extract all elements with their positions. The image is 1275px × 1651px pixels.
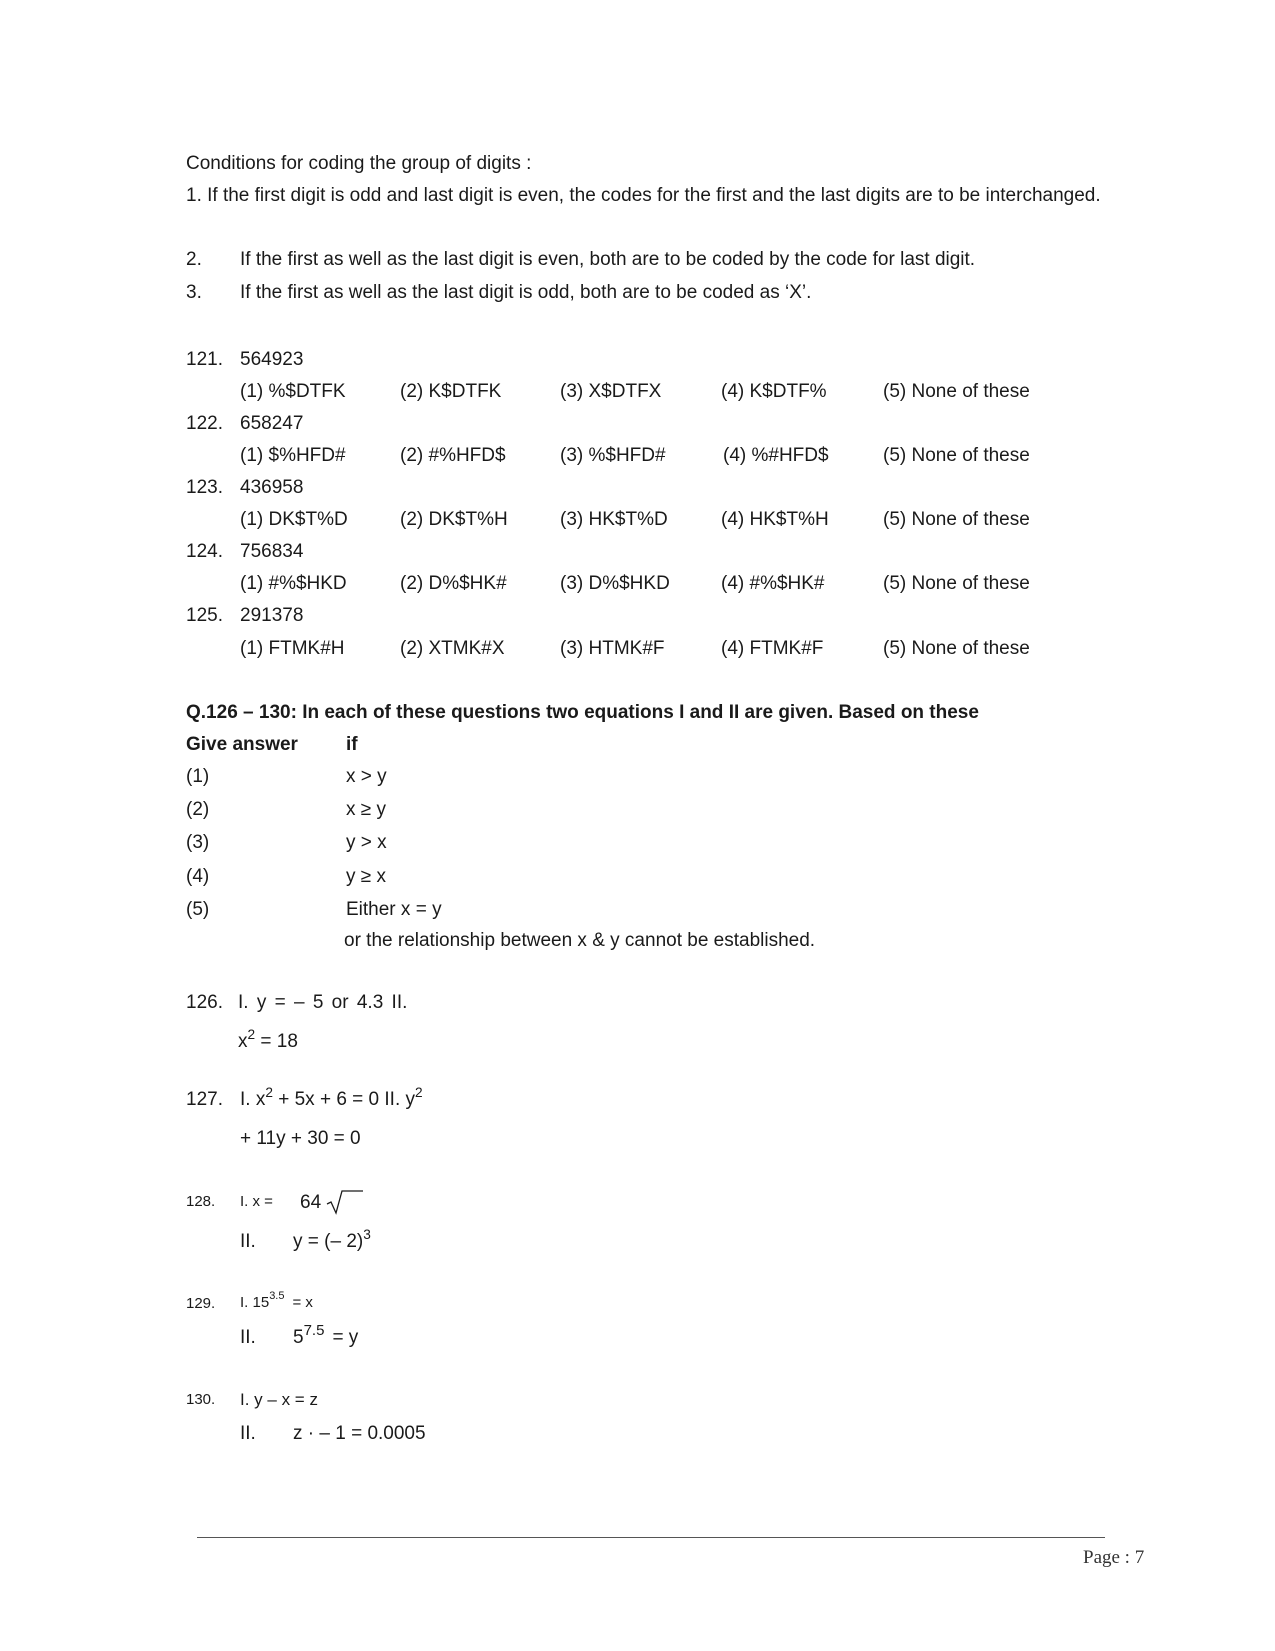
option-3: (3) HK$T%D — [560, 509, 668, 530]
option-4: (4) %#HFD$ — [723, 445, 829, 466]
option-1: (1) FTMK#H — [240, 638, 345, 659]
give-answer-label: Give answer — [186, 734, 298, 755]
option-5: (5) None of these — [883, 445, 1030, 466]
page-number: Page : 7 — [1083, 1547, 1145, 1568]
question-130-number: 130. — [186, 1391, 216, 1408]
question-128-equation-1-value: 64 — [300, 1192, 322, 1213]
question-128-equation-2-label: II. — [240, 1231, 256, 1252]
condition-2-number: 2. — [186, 249, 202, 270]
condition-2-text: If the first as well as the last digit is even, both are to be coded by the code for last digit. — [240, 249, 976, 270]
option-4: (4) HK$T%H — [721, 509, 829, 530]
answer-number: (3) — [186, 832, 210, 853]
question-number: 122. — [186, 413, 223, 434]
square-root-icon — [325, 1188, 365, 1216]
answer-number: (2) — [186, 799, 210, 820]
question-128-equation-2: y = (– 2)$^3$ — [293, 1227, 371, 1252]
answer-text: y ≥ x — [346, 866, 386, 887]
option-1: (1) DK$T%D — [240, 509, 348, 530]
option-1: (1) $%HFD# — [240, 445, 346, 466]
equations-heading: Q.126 – 130: In each of these questions two equations I and II are given. Based on these — [186, 702, 979, 723]
question-126-equation-2: $x^2 = 18$ — [238, 1027, 298, 1052]
question-129-equation-2: $5^{7.5} = y$ — [293, 1321, 359, 1348]
option-5: (5) None of these — [883, 509, 1030, 530]
answer-number: (5) — [186, 899, 210, 920]
condition-3-text: If the first as well as the last digit is odd, both are to be coded as ‘X’. — [240, 282, 812, 303]
question-number: 125. — [186, 605, 223, 626]
condition-1: 1. If the first digit is odd and last digit is even, the codes for the first and the last digits are to be interchanged. — [186, 185, 1101, 206]
question-digits: 564923 — [240, 349, 304, 370]
option-5: (5) None of these — [883, 638, 1030, 659]
question-130-equation-1: I. y – x = z — [240, 1390, 318, 1409]
option-1: (1) #%$HKD — [240, 573, 347, 594]
option-2: (2) XTMK#X — [400, 638, 505, 659]
answer-text: y > x — [346, 832, 387, 853]
question-128-number: 128. — [186, 1193, 216, 1210]
answer-5-continuation: or the relationship between x & y cannot be established. — [344, 930, 816, 951]
answer-number: (1) — [186, 766, 210, 787]
question-number: 123. — [186, 477, 223, 498]
question-number: 124. — [186, 541, 223, 562]
question-129-number: 129. — [186, 1295, 216, 1312]
question-127-number: 127. — [186, 1089, 223, 1110]
answer-text: x ≥ y — [346, 799, 386, 820]
question-127-equation-2: + 11y + 30 = 0 — [240, 1128, 361, 1149]
condition-3-number: 3. — [186, 282, 202, 303]
conditions-heading: Conditions for coding the group of digits : — [186, 153, 532, 174]
option-3: (3) %$HFD# — [560, 445, 666, 466]
option-5: (5) None of these — [883, 573, 1030, 594]
option-2: (2) DK$T%H — [400, 509, 508, 530]
option-2: (2) #%HFD$ — [400, 445, 506, 466]
option-1: (1) %$DTFK — [240, 381, 346, 402]
question-128-equation-1-label: I. x = — [240, 1193, 273, 1210]
question-126-equation-1: I. y = – 5 or 4.3 II. — [238, 992, 408, 1013]
option-4: (4) K$DTF% — [721, 381, 827, 402]
option-5: (5) None of these — [883, 381, 1030, 402]
question-130-equation-2-label: II. — [240, 1423, 256, 1444]
question-129-equation-1: I. $15^{3.5} = x$ — [240, 1290, 313, 1311]
answer-text: Either x = y — [346, 899, 442, 920]
question-126-number: 126. — [186, 992, 223, 1013]
option-3: (3) HTMK#F — [560, 638, 665, 659]
footer-divider — [197, 1537, 1105, 1538]
option-4: (4) FTMK#F — [721, 638, 824, 659]
question-130-equation-2: z · – 1 = 0.0005 — [293, 1423, 426, 1444]
question-digits: 436958 — [240, 477, 304, 498]
question-129-equation-2-label: II. — [240, 1327, 256, 1348]
option-3: (3) X$DTFX — [560, 381, 662, 402]
if-label: if — [346, 734, 358, 755]
question-digits: 291378 — [240, 605, 304, 626]
question-number: 121. — [186, 349, 223, 370]
option-4: (4) #%$HK# — [721, 573, 825, 594]
question-digits: 756834 — [240, 541, 304, 562]
answer-number: (4) — [186, 866, 210, 887]
question-digits: 658247 — [240, 413, 304, 434]
question-127-equation-1: I. $x^2 + 5x + 6 = 0$ II. $y^2$ — [240, 1085, 423, 1110]
option-2: (2) D%$HK# — [400, 573, 507, 594]
option-2: (2) K$DTFK — [400, 381, 502, 402]
answer-text: x > y — [346, 766, 387, 787]
option-3: (3) D%$HKD — [560, 573, 670, 594]
